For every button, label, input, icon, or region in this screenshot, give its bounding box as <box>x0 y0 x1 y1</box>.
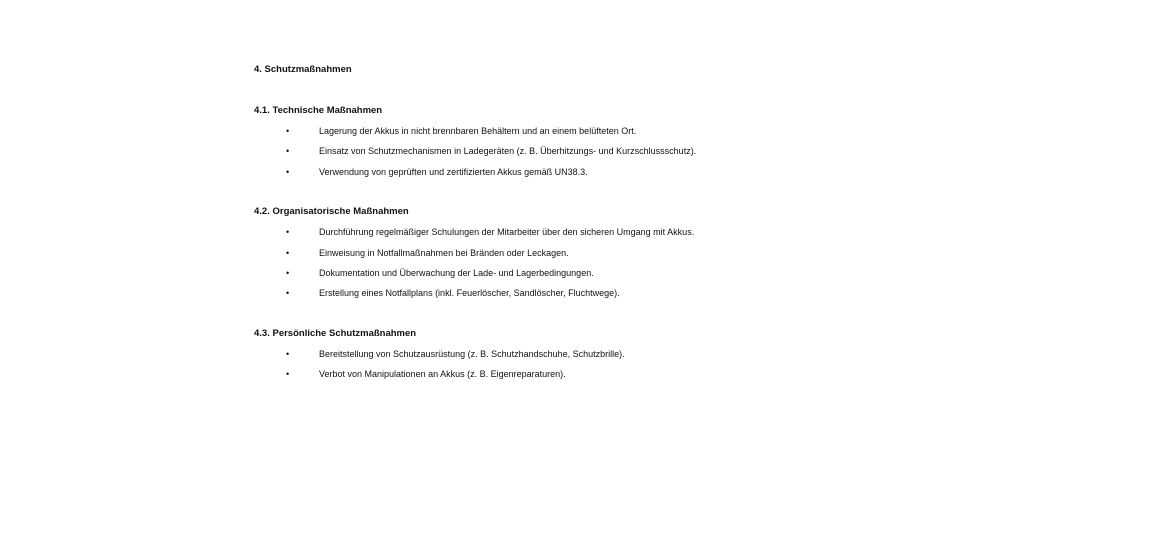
list-item-text: Durchführung regelmäßiger Schulungen der Mitarbeiter über den sicheren Umgang mit Akkus. <box>319 227 695 238</box>
list-item-text: Lagerung der Akkus in nicht brennbaren Behältern und an einem belüfteten Ort. <box>319 126 637 136</box>
list-item-text: Verwendung von geprüften und zertifizierten Akkus gemäß UN38.3. <box>319 166 588 177</box>
document-page <box>254 62 894 387</box>
list-item-text: Bereitstellung von Schutzausrüstung (z. B. Schutzhandschuhe, Schutzbrille). <box>319 348 625 359</box>
list-item-text: Erstellung eines Notfallplans (inkl. Feuerlöscher, Sandlöscher, Fluchtwege). <box>319 288 620 299</box>
bullet-icon: • <box>286 146 290 157</box>
bullet-list <box>254 123 894 184</box>
bullet-list <box>254 224 894 306</box>
list-item <box>254 265 894 285</box>
bullet-icon: • <box>286 348 290 359</box>
bullet-icon: • <box>286 126 290 136</box>
list-item <box>254 285 894 305</box>
section-heading: 4. Schutzmaßnahmen <box>254 64 352 75</box>
bullet-icon: • <box>286 369 290 380</box>
list-item <box>254 164 894 184</box>
bullet-icon: • <box>286 267 290 278</box>
section-technische-massnahmen <box>254 103 894 184</box>
list-item-text: Einweisung in Notfallmaßnahmen bei Bränden oder Leckagen. <box>319 247 569 258</box>
bullet-icon: • <box>286 166 290 177</box>
list-item <box>254 224 894 244</box>
bullet-icon: • <box>286 227 290 238</box>
list-item <box>254 366 894 386</box>
list-item <box>254 346 894 366</box>
list-item <box>254 123 894 143</box>
section-persoenliche-schutzmassnahmen <box>254 326 894 387</box>
bullet-icon: • <box>286 247 290 258</box>
list-item <box>254 245 894 265</box>
list-item-text: Dokumentation und Überwachung der Lade- und Lagerbedingungen. <box>319 267 594 278</box>
subsection-title: 4.3. Persönliche Schutzmaßnahmen <box>254 327 417 339</box>
section-organisatorische-massnahmen <box>254 204 894 306</box>
bullet-icon: • <box>286 288 290 299</box>
list-item <box>254 143 894 163</box>
list-item-text: Einsatz von Schutzmechanismen in Ladegeräten (z. B. Überhitzungs- und Kurzschlussschutz). <box>319 146 697 157</box>
subsection-title: 4.2. Organisatorische Maßnahmen <box>254 206 409 218</box>
list-item-text: Verbot von Manipulationen an Akkus (z. B. Eigenreparaturen). <box>319 369 566 380</box>
subsection-title: 4.1. Technische Maßnahmen <box>254 105 383 116</box>
bullet-list <box>254 346 894 387</box>
